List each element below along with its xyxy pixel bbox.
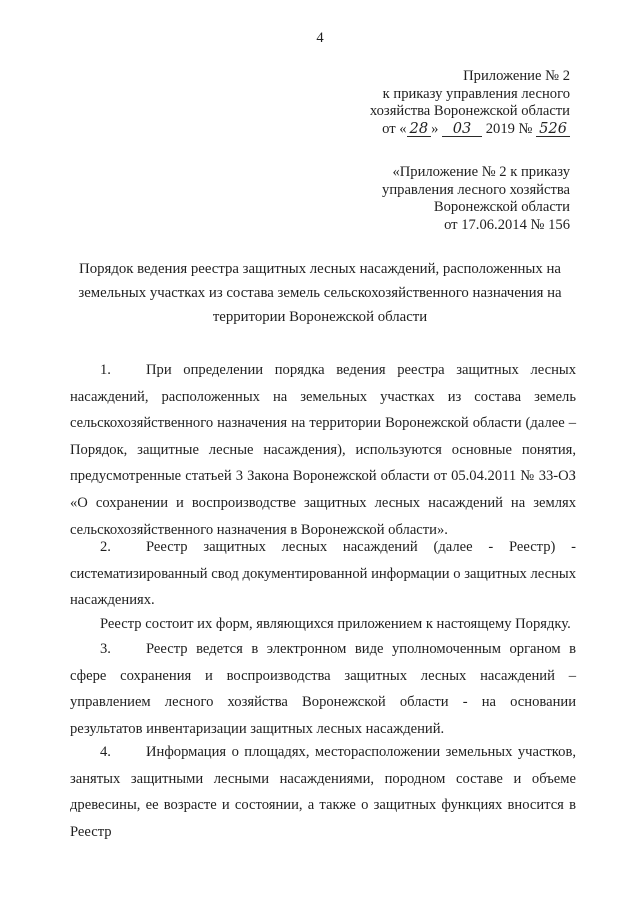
paragraph-1 (70, 357, 576, 543)
date-prefix: от « (382, 120, 407, 137)
previous-appendix-line-2: управления лесного хозяйства (382, 181, 570, 198)
appendix-date-line (370, 121, 570, 139)
paragraph-number: 3. (100, 641, 111, 657)
date-year: 2019 № (485, 120, 533, 137)
date-quote: » (431, 120, 439, 137)
previous-appendix-line-4: от 17.06.2014 № 156 (444, 216, 570, 233)
paragraph-4 (70, 739, 576, 845)
appendix-block (370, 68, 570, 138)
handwritten-month: 03 (442, 122, 482, 137)
paragraph-number: 1. (100, 362, 111, 378)
handwritten-day: 28 (407, 122, 432, 137)
paragraph-3 (70, 636, 576, 742)
previous-appendix-line-1: «Приложение № 2 к приказу (392, 164, 570, 180)
appendix-line-1: Приложение № 2 (463, 68, 570, 84)
paragraph-text: При определении порядка ведения реестра защитных лесных насаждений, расположенных на земельных участках из состава земель сельскохозяйственного назначения на территории Воронежской области (далее – Порядок, защитные лесные насаждения), используются основные понятия, предусмотренные статьей 3 Закона Воронежской области от 05.04.2011 № 33-ОЗ «О сохранении и воспроизводстве защитных лесных насаждений на землях сельскохозяйственного назначения в Воронежской области». (70, 362, 576, 538)
paragraph-text: Реестр состоит их форм, являющихся приложением к настоящему Порядку. (100, 616, 571, 632)
handwritten-order-number: 526 (536, 122, 570, 137)
document-title: Порядок ведения реестра защитных лесных насаждений, расположенных на земельных участках из состава земель сельскохозяйственного назначения на территории Воронежской области (78, 261, 562, 325)
appendix-line-2: к приказу управления лесного (382, 85, 570, 102)
previous-appendix-line-3: Воронежской области (433, 199, 570, 215)
appendix-line-3: хозяйства Воронежской области (369, 103, 570, 119)
paragraph-text: Информация о площадях, месторасположении земельных участков, занятых защитными лесными насаждениями, породном составе и объеме древесины, ее возрасте и состоянии, а также о защитных функциях вносится в Реестр (70, 744, 576, 840)
page-number: 4 (316, 30, 324, 46)
paragraph-2 (70, 534, 576, 614)
paragraph-text: Реестр защитных лесных насаждений (далее - Реестр) - систематизированный свод документированной информации о защитных лесных насаждениях. (70, 539, 576, 609)
paragraph-number: 4. (100, 744, 111, 760)
paragraph-text: Реестр ведется в электронном виде уполномоченным органом в сфере сохранения и воспроизводства защитных лесных насаждений – управлением лесного хозяйства Воронежской области - на основании результатов инвентаризации защитных лесных насаждений. (70, 641, 576, 737)
paragraph-number: 2. (100, 539, 111, 555)
paragraph-2-note (70, 611, 576, 638)
previous-appendix-block (382, 164, 570, 234)
